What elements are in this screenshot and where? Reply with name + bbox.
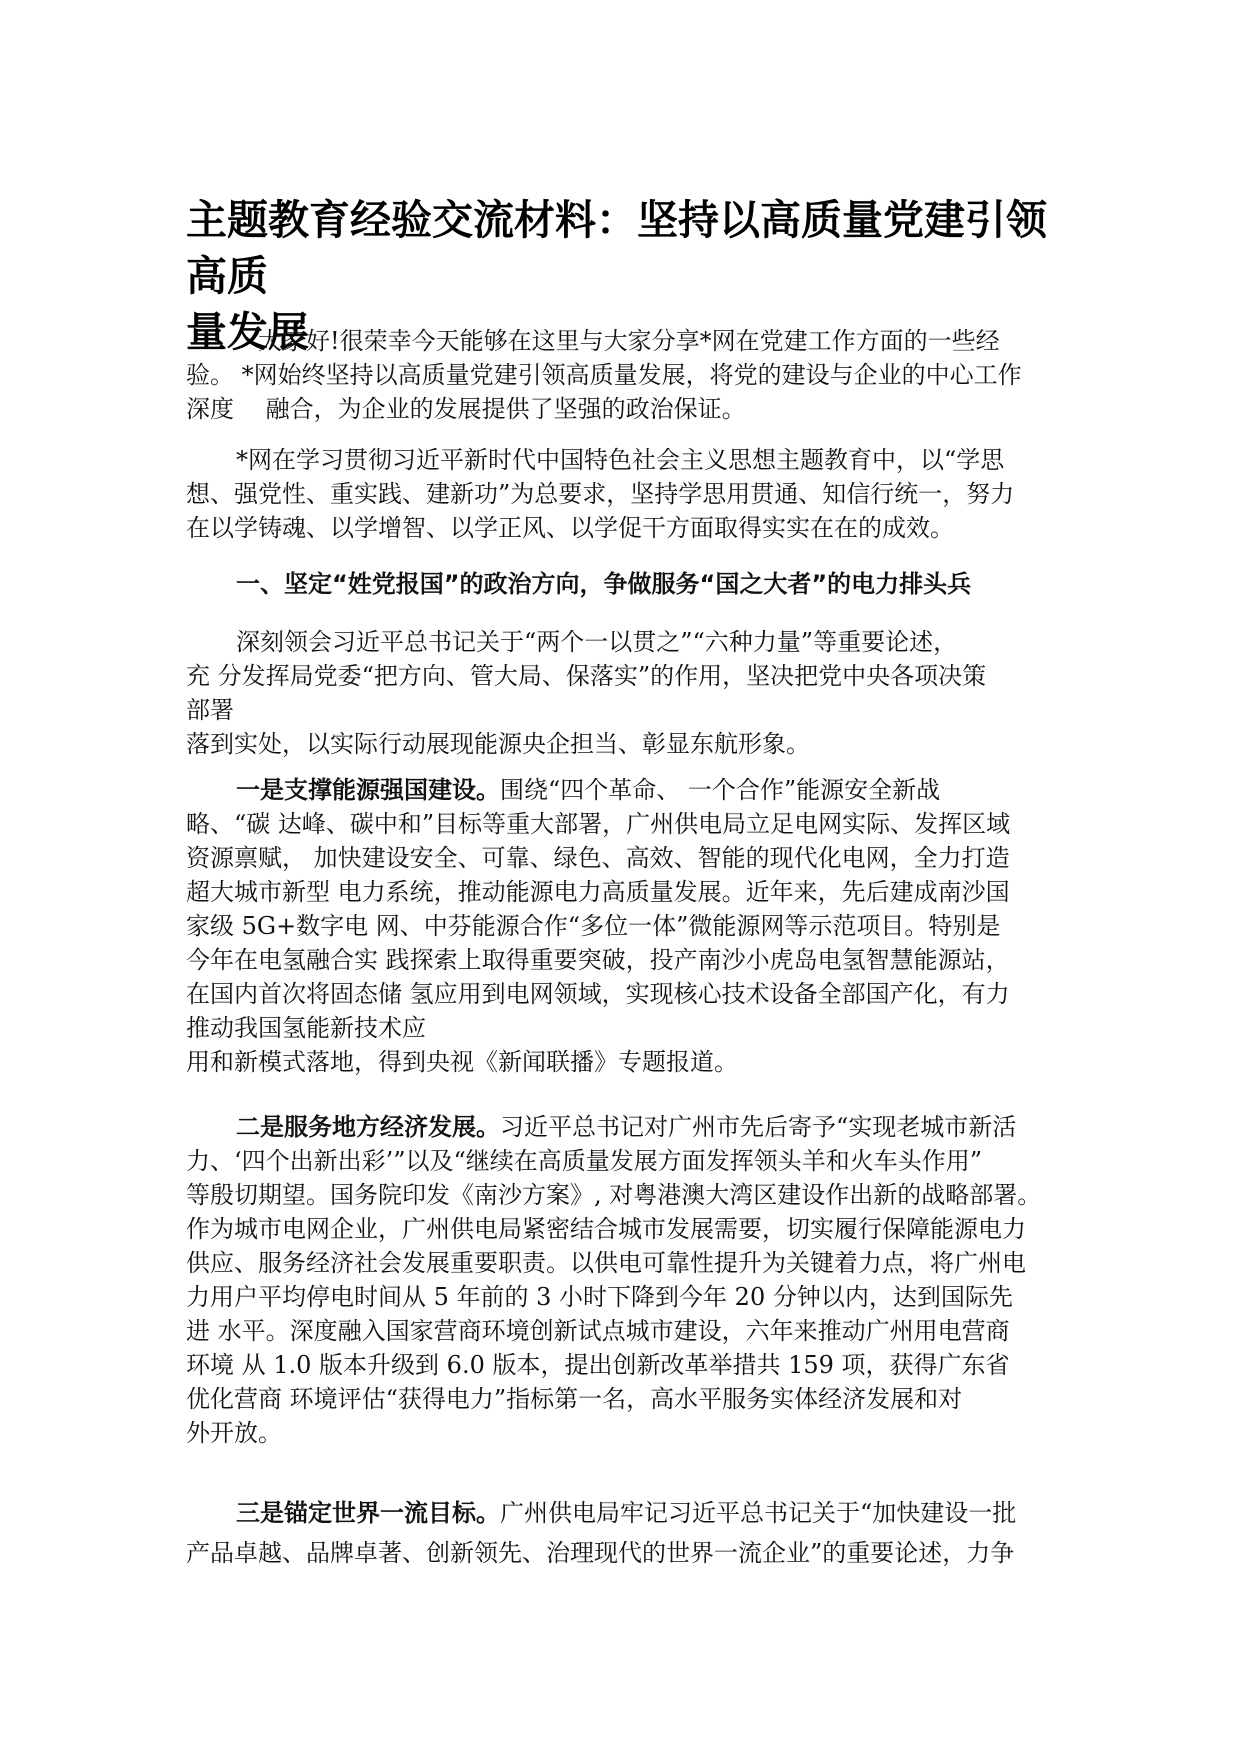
section-heading-1: 一、坚定“姓党报国”的政治方向，争做服务“国之大者”的电力排头兵 xyxy=(236,570,972,598)
paragraph-line: 推动我国氢能新技术应 xyxy=(186,1014,426,1042)
paragraph-line xyxy=(186,1110,1066,1144)
paragraph-line: 大家好!很荣幸今天能够在这里与大家分享*网在党建工作方面的一些经 xyxy=(258,327,1000,355)
paragraph-line: 验。 *网始终坚持以高质量党建引领高质量发展，将党的建设与企业的中心工作 xyxy=(186,361,1022,389)
paragraph-line: 力用户平均停电时间从 5 年前的 3 小时下降到今年 20 分钟以内，达到国际先 xyxy=(186,1283,1013,1311)
paragraph-line: 部署 xyxy=(186,696,234,724)
paragraph-line: 进 水平。深度融入国家营商环境创新试点城市建设，六年来推动广州用电营商 xyxy=(186,1317,1010,1345)
paragraph-energy-power xyxy=(186,773,1066,1079)
paragraph-line: 作为城市电网企业，广州供电局紧密结合城市发展需要，切实履行保障能源电力 xyxy=(186,1215,1026,1243)
paragraph-line: 深刻领会习近平总书记关于“两个一以贯之”“六种力量”等重要论述， xyxy=(236,628,958,656)
title-line-1: 主题教育经验交流材料：坚持以高质量党建引领高质 xyxy=(186,196,1047,300)
paragraph-local-economy xyxy=(186,1110,1066,1450)
paragraph-line: 力、‘四个出新出彩’”以及“继续在高质量发展方面发挥领头羊和火车头作用” xyxy=(186,1147,983,1175)
paragraph-line: 深度 融合，为企业的发展提供了坚强的政治保证。 xyxy=(186,395,746,423)
paragraph-line: 环境 从 1.0 版本升级到 6.0 版本，提出创新改革举措共 159 项，获得广东省 xyxy=(186,1351,1010,1379)
paragraph-deep-understanding xyxy=(186,625,1066,761)
paragraph-line: 供应、服务经济社会发展重要职责。以供电可靠性提升为关键着力点，将广州电 xyxy=(186,1249,1026,1277)
paragraph-line: 外开放。 xyxy=(186,1419,282,1447)
paragraph-lead: 二是服务地方经济发展。 xyxy=(236,1113,500,1141)
paragraph-line: 资源禀赋， 加快建设安全、可靠、绿色、高效、智能的现代化电网，全力打造 xyxy=(186,844,1010,872)
paragraph-world-class xyxy=(186,1490,1066,1570)
paragraph-line: 优化营商 环境评估“获得电力”指标第一名，高水平服务实体经济发展和对 xyxy=(186,1385,963,1413)
paragraph-line: 在国内首次将固态储 氢应用到电网领域，实现核心技术设备全部国产化，有力 xyxy=(186,980,1010,1008)
paragraph-text: 围绕“四个革命、 一个合作”能源安全新战 xyxy=(500,776,941,804)
paragraph-line: 用和新模式落地，得到央视《新闻联播》专题报道。 xyxy=(186,1048,738,1076)
paragraph-intro xyxy=(186,324,1066,426)
paragraph-text: 习近平总书记对广州市先后寄予“实现老城市新活 xyxy=(500,1113,1017,1141)
paragraph-line: 等殷切期望。国务院印发《南沙方案》, 对粤港澳大湾区建设作出新的战略部署。 xyxy=(186,1181,1042,1209)
paragraph-line: 在以学铸魂、以学增智、以学正风、以学促干方面取得实实在在的成效。 xyxy=(186,514,954,542)
paragraph-line: 充 分发挥局党委“把方向、管大局、保落实”的作用，坚决把党中央各项决策 xyxy=(186,662,987,690)
paragraph-line xyxy=(186,773,1066,807)
paragraph-text: 广州供电局牢记习近平总书记关于“加快建设一批 xyxy=(500,1499,1017,1527)
paragraph-line: 超大城市新型 电力系统，推动能源电力高质量发展。近年来，先后建成南沙国 xyxy=(186,878,1010,906)
paragraph-line: 想、强党性、重实践、建新功”为总要求，坚持学思用贯通、知信行统一，努力 xyxy=(186,480,1015,508)
paragraph-line: 产品卓越、品牌卓著、创新领先、治理现代的世界一流企业”的重要论述，力争 xyxy=(186,1539,1015,1567)
paragraph-line: *网在学习贯彻习近平新时代中国特色社会主义思想主题教育中，以“学思 xyxy=(236,446,1005,474)
paragraph-line: 落到实处，以实际行动展现能源央企担当、彰显东航形象。 xyxy=(186,730,810,758)
paragraph-line: 家级 5G+数字电 网、中芬能源合作“多位一体”微能源网等示范项目。特别是 xyxy=(186,912,1001,940)
paragraph-line: 略、“碳 达峰、碳中和”目标等重大部署，广州供电局立足电网实际、发挥区域 xyxy=(186,810,1011,838)
paragraph-study xyxy=(186,443,1066,545)
title-line-2: 量发展 xyxy=(186,308,309,356)
paragraph-lead: 一是支撑能源强国建设。 xyxy=(236,776,500,804)
paragraph-line xyxy=(186,1490,1066,1536)
paragraph-lead: 三是锚定世界一流目标。 xyxy=(236,1499,500,1527)
paragraph-line: 今年在电氢融合实 践探索上取得重要突破，投产南沙小虎岛电氢智慧能源站， xyxy=(186,946,1010,974)
